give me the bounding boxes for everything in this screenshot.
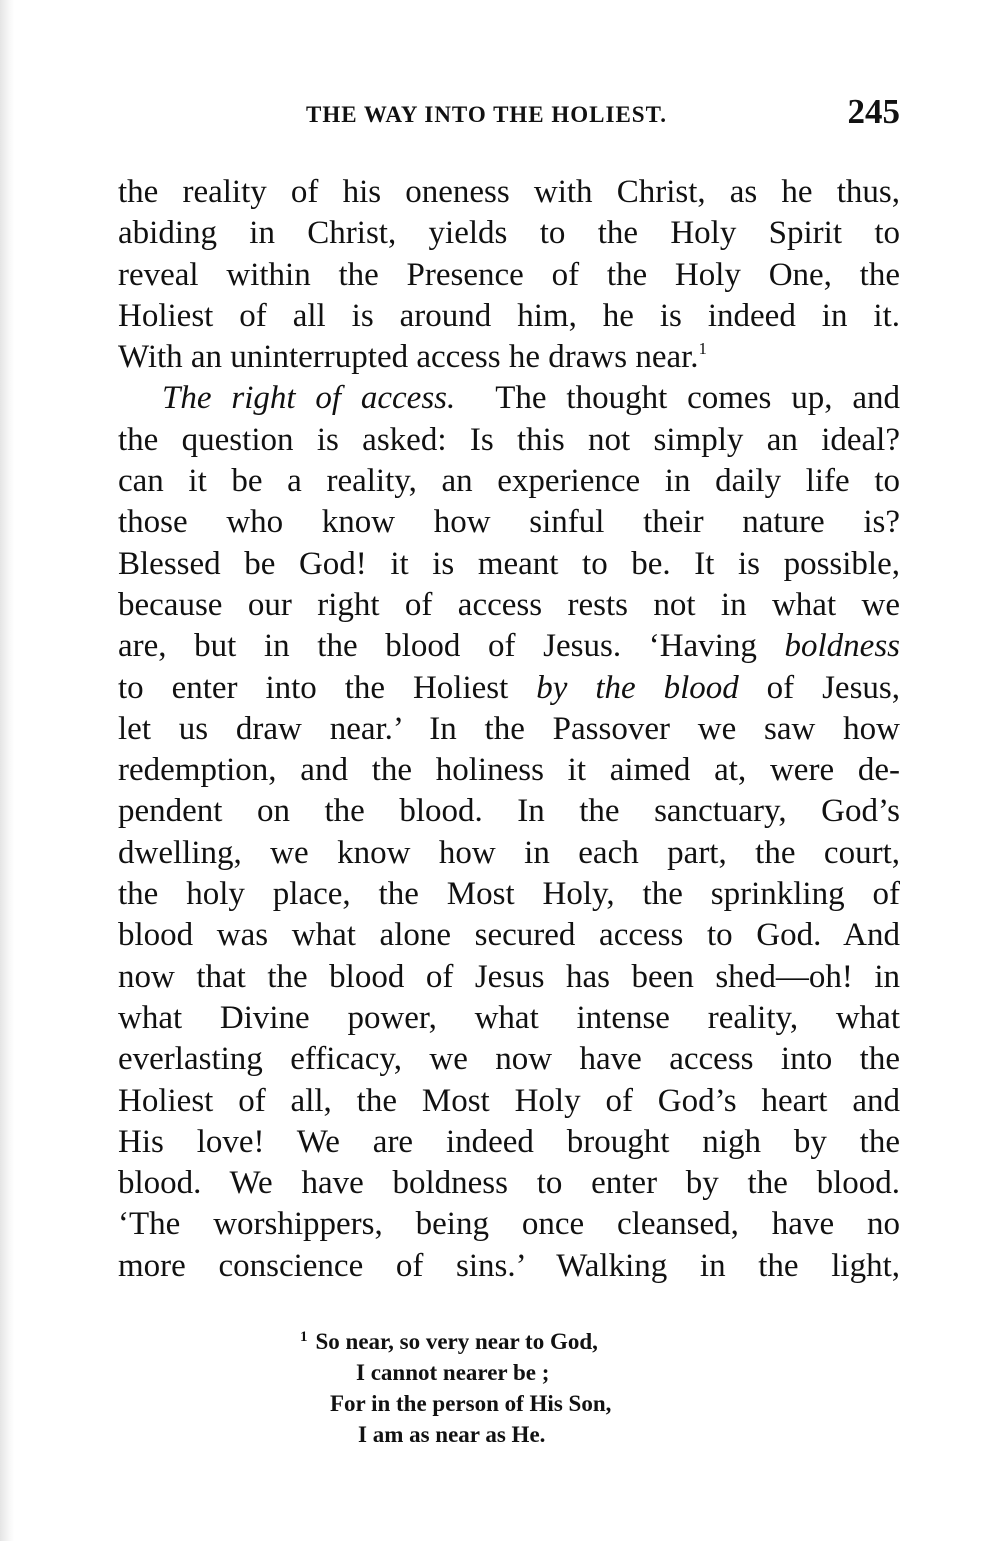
text-segment: are, but in the blood of Jesus. ‘Having xyxy=(118,628,757,665)
emphasis: by the blood xyxy=(536,669,739,706)
page-scan-edge xyxy=(0,0,14,1541)
text-line: reveal within the Presence of the Holy One, the xyxy=(118,256,900,293)
text-line: His love! We are indeed brought nigh by the xyxy=(118,1123,900,1160)
footnote-reference: 1 xyxy=(698,339,708,359)
text-line: more conscience of sins.’ Walking in the light, xyxy=(118,1247,900,1284)
footnote-line: I am as near as He. xyxy=(358,1422,546,1447)
text-line: Holiest of all, the Most Holy of God’s heart and xyxy=(118,1082,900,1119)
text-line: abiding in Christ, yields to the Holy Spirit to xyxy=(118,215,900,252)
footnote xyxy=(300,1322,720,1450)
text-line: now that the blood of Jesus has been shed—oh! in xyxy=(118,958,900,995)
text-line: the reality of his oneness with Christ, as he thus, xyxy=(118,174,900,210)
text-segment: With an uninterrupted access he draws near. xyxy=(118,339,699,376)
running-title: THE WAY INTO THE HOLIEST. xyxy=(306,102,667,127)
text-line: the question is asked: Is this not simply an ideal? xyxy=(118,421,900,458)
text-line: everlasting efficacy, we now have access into the xyxy=(118,1041,900,1078)
footnote-line xyxy=(300,1322,720,1357)
text-segment: of Jesus, xyxy=(766,669,901,706)
text-line: redemption, and the holiness it aimed at, were de- xyxy=(118,752,900,789)
text-line: can it be a reality, an experience in daily life to xyxy=(118,463,900,500)
text-line: what Divine power, what intense reality, what xyxy=(118,999,900,1036)
footnote-line: For in the person of His Son, xyxy=(330,1391,612,1416)
text-line: ‘The worshippers, being once cleansed, have no xyxy=(118,1206,900,1243)
text-line xyxy=(118,378,900,419)
text-line: Holiest of all is around him, he is indeed in it. xyxy=(118,297,900,334)
footnote-mark: 1 xyxy=(300,1329,308,1345)
footnote-line: I cannot nearer be ; xyxy=(356,1360,550,1385)
page-header xyxy=(118,92,900,136)
body-text xyxy=(118,172,900,1287)
text-line xyxy=(118,668,900,709)
text-line: those who know how sinful their nature is? xyxy=(118,504,900,541)
text-line: because our right of access rests not in what we xyxy=(118,586,900,623)
text-line xyxy=(118,337,900,378)
text-line: blood. We have boldness to enter by the blood. xyxy=(118,1165,900,1202)
paragraph-heading: The right of access. xyxy=(162,380,456,417)
text-line: blood was what alone secured access to God. And xyxy=(118,917,900,954)
text-line: the holy place, the Most Holy, the sprinkling of xyxy=(118,876,900,913)
text-line: pendent on the blood. In the sanctuary, God’s xyxy=(118,793,900,830)
text-line: let us draw near.’ In the Passover we saw how xyxy=(118,710,900,747)
text-segment: to enter into the Holiest xyxy=(118,669,509,706)
text-line: dwelling, we know how in each part, the court, xyxy=(118,834,900,871)
text-segment: The thought comes up, and xyxy=(495,380,900,417)
emphasis: boldness xyxy=(784,628,901,665)
text-line: Blessed be God! it is meant to be. It is possible, xyxy=(118,545,900,582)
text-line xyxy=(118,626,900,667)
footnote-text: So near, so very near to God, xyxy=(315,1329,598,1354)
page-number: 245 xyxy=(847,92,900,131)
